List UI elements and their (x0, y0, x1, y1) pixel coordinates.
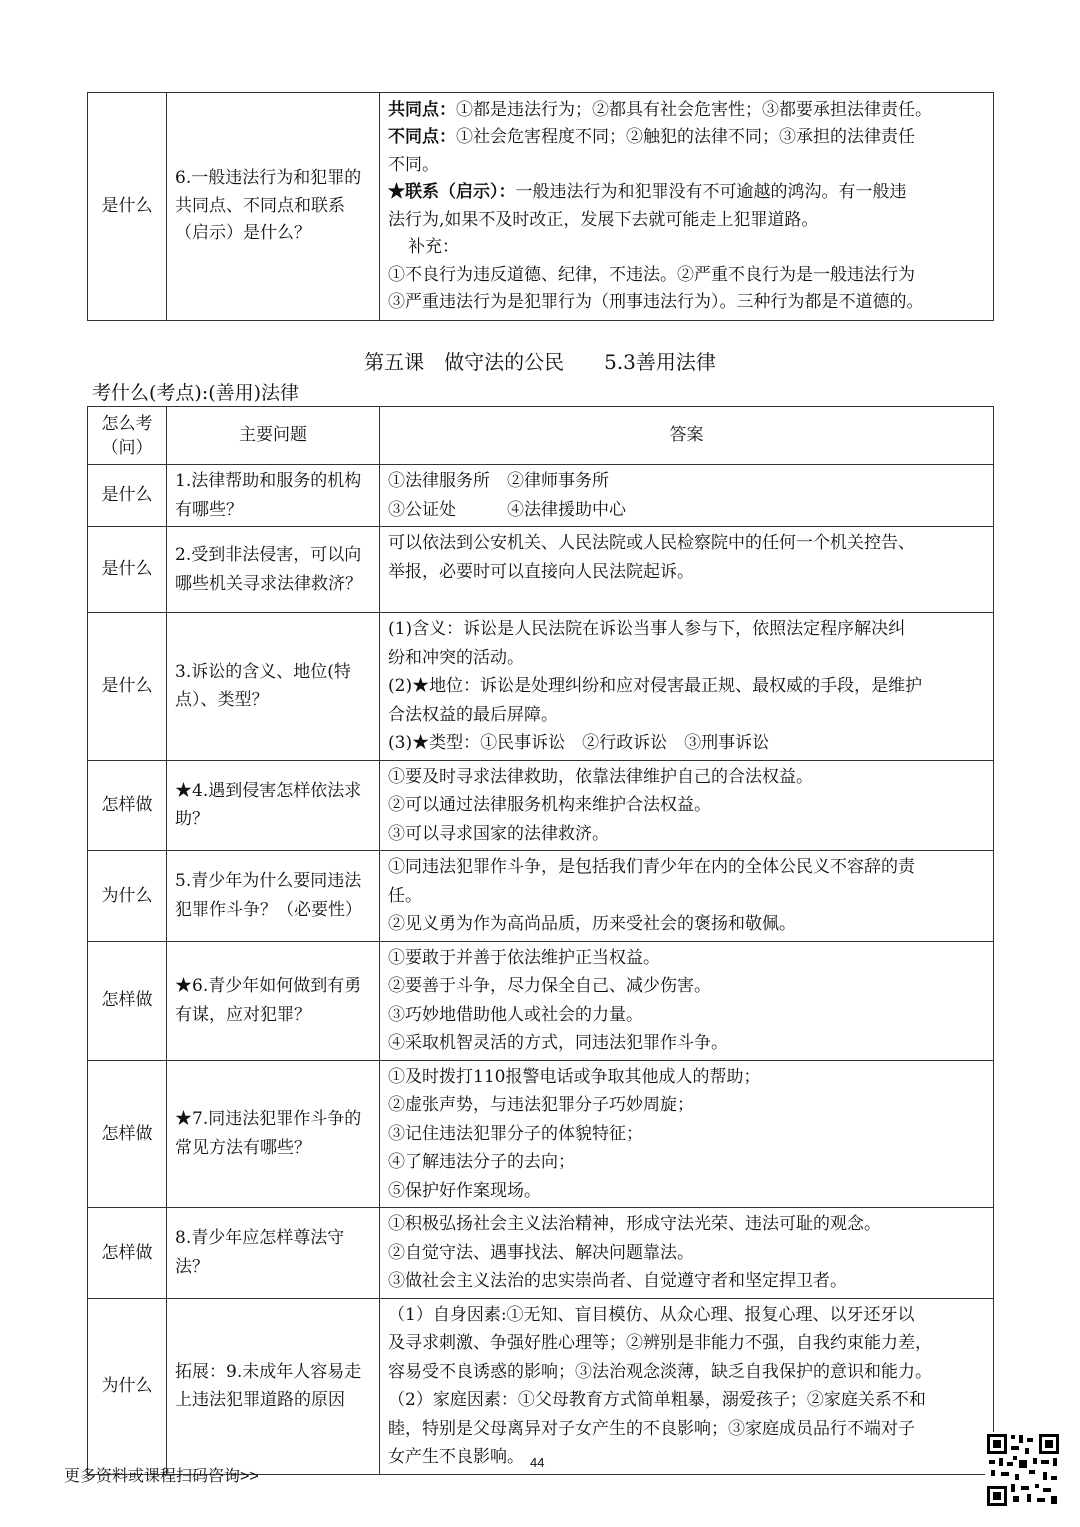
category-cell: 怎样做 (88, 1060, 167, 1208)
answer-cell: (1)含义：诉讼是人民法院在诉讼当事人参与下，依照法定程序解决纠 纷和冲突的活动。 (2)★地位：诉讼是处理纠纷和应对侵害最正规、最权威的手段，是维护 合法权益的最后屏障。 (3)★类型：①民事诉讼 ②行政诉讼 ③刑事诉讼 (380, 613, 994, 761)
header-col2: 主要问题 (167, 407, 380, 465)
main-table (87, 406, 994, 1475)
table-row (88, 1060, 994, 1208)
lesson-heading: 第五课 做守法的公民 5.3善用法律 (364, 350, 716, 374)
category-cell: 为什么 (88, 851, 167, 942)
table-row (88, 465, 994, 527)
table-row (88, 1208, 994, 1299)
answer-cell: ①法律服务所 ②律师事务所 ③公证处 ④法律援助中心 (380, 465, 994, 527)
table-row (88, 1298, 994, 1474)
question-cell: 1.法律帮助和服务的机构有哪些？ (167, 465, 380, 527)
question-cell: 6.一般违法行为和犯罪的共同点、不同点和联系（启示）是什么？ (167, 93, 380, 321)
footer-text: 更多资料或课程扫码咨询>> (64, 1468, 259, 1485)
header-row (88, 407, 994, 465)
header-col1: 怎么考（问） (88, 407, 167, 465)
category-cell: 是什么 (88, 93, 167, 321)
answer-cell: ①同违法犯罪作斗争，是包括我们青少年在内的全体公民义不容辞的责 任。 ②见义勇为作为高尚品质，历来受社会的褒扬和敬佩。 (380, 851, 994, 942)
category-cell: 是什么 (88, 527, 167, 613)
question-cell: 8.青少年应怎样尊法守法？ (167, 1208, 380, 1299)
category-cell: 怎样做 (88, 941, 167, 1060)
answer-cell: 共同点：①都是违法行为；②都具有社会危害性；③都要承担法律责任。 不同点：①社会危害程度不同；②触犯的法律不同；③承担的法律责任 不同。 ★联系（启示）：一般违法行为和犯罪没有不可逾越的鸿沟。有一般违 法行为,如果不及时改正，发展下去就可能走上犯罪道路。 补充： ①不良行为违反道德、纪律，不违法。②严重不良行为是一般违法行为 ③严重违法行为是犯罪行为（刑事违法行为）。三种行为都是不道德的。 (380, 93, 994, 321)
category-cell: 是什么 (88, 613, 167, 761)
question-cell: 3.诉讼的含义、地位(特点）、类型？ (167, 613, 380, 761)
top-table (87, 92, 994, 321)
category-cell: 为什么 (88, 1298, 167, 1474)
answer-cell: 可以依法到公安机关、人民法院或人民检察院中的任何一个机关控告、 举报，必要时可以直接向人民法院起诉。 (380, 527, 994, 613)
answer-cell: ①要敢于并善于依法维护正当权益。 ②要善于斗争，尽力保全自己、减少伤害。 ③巧妙地借助他人或社会的力量。 ④采取机智灵活的方式，同违法犯罪作斗争。 (380, 941, 994, 1060)
page-number: 44 (530, 1455, 545, 1470)
answer-cell: ①要及时寻求法律救助，依靠法律维护自己的合法权益。 ②可以通过法律服务机构来维护合法权益。 ③可以寻求国家的法律救济。 (380, 760, 994, 851)
category-cell: 是什么 (88, 465, 167, 527)
question-cell: ★6.青少年如何做到有勇有谋，应对犯罪？ (167, 941, 380, 1060)
question-cell: 2.受到非法侵害，可以向哪些机关寻求法律救济？ (167, 527, 380, 613)
table-row (88, 760, 994, 851)
table-row (88, 613, 994, 761)
question-cell: 拓展：9.未成年人容易走上违法犯罪道路的原因 (167, 1298, 380, 1474)
answer-cell: ①积极弘扬社会主义法治精神，形成守法光荣、违法可耻的观念。 ②自觉守法、遇事找法、解决问题靠法。 ③做社会主义法治的忠实崇尚者、自觉遵守者和坚定捍卫者。 (380, 1208, 994, 1299)
question-cell: ★4.遇到侵害怎样依法求助？ (167, 760, 380, 851)
table-row (88, 527, 994, 613)
category-cell: 怎样做 (88, 760, 167, 851)
table-row (88, 851, 994, 942)
qr-code-icon[interactable] (985, 1432, 1061, 1508)
table-row (88, 941, 994, 1060)
answer-cell: （1）自身因素:①无知、盲目模仿、从众心理、报复心理、以牙还牙以 及寻求刺激、争强好胜心理等；②辨别是非能力不强，自我约束能力差， 容易受不良诱惑的影响；③法治观念淡薄，缺乏自我保护的意识和能力。 （2）家庭因素：①父母教育方式简单粗暴，溺爱孩子；②家庭关系不和 睦，特别是父母离异对子女产生的不良影响；③家庭成员品行不端对子 女产生不良影响。 (380, 1298, 994, 1474)
question-cell: ★7.同违法犯罪作斗争的常见方法有哪些？ (167, 1060, 380, 1208)
section-subtitle: 考什么(考点):(善用)法律 (92, 382, 300, 404)
answer-cell: ①及时拨打110报警电话或争取其他成人的帮助； ②虚张声势，与违法犯罪分子巧妙周旋； ③记住违法犯罪分子的体貌特征； ④了解违法分子的去向； ⑤保护好作案现场。 (380, 1060, 994, 1208)
category-cell: 怎样做 (88, 1208, 167, 1299)
header-col3: 答案 (380, 407, 994, 465)
question-cell: 5.青少年为什么要同违法犯罪作斗争？（必要性） (167, 851, 380, 942)
